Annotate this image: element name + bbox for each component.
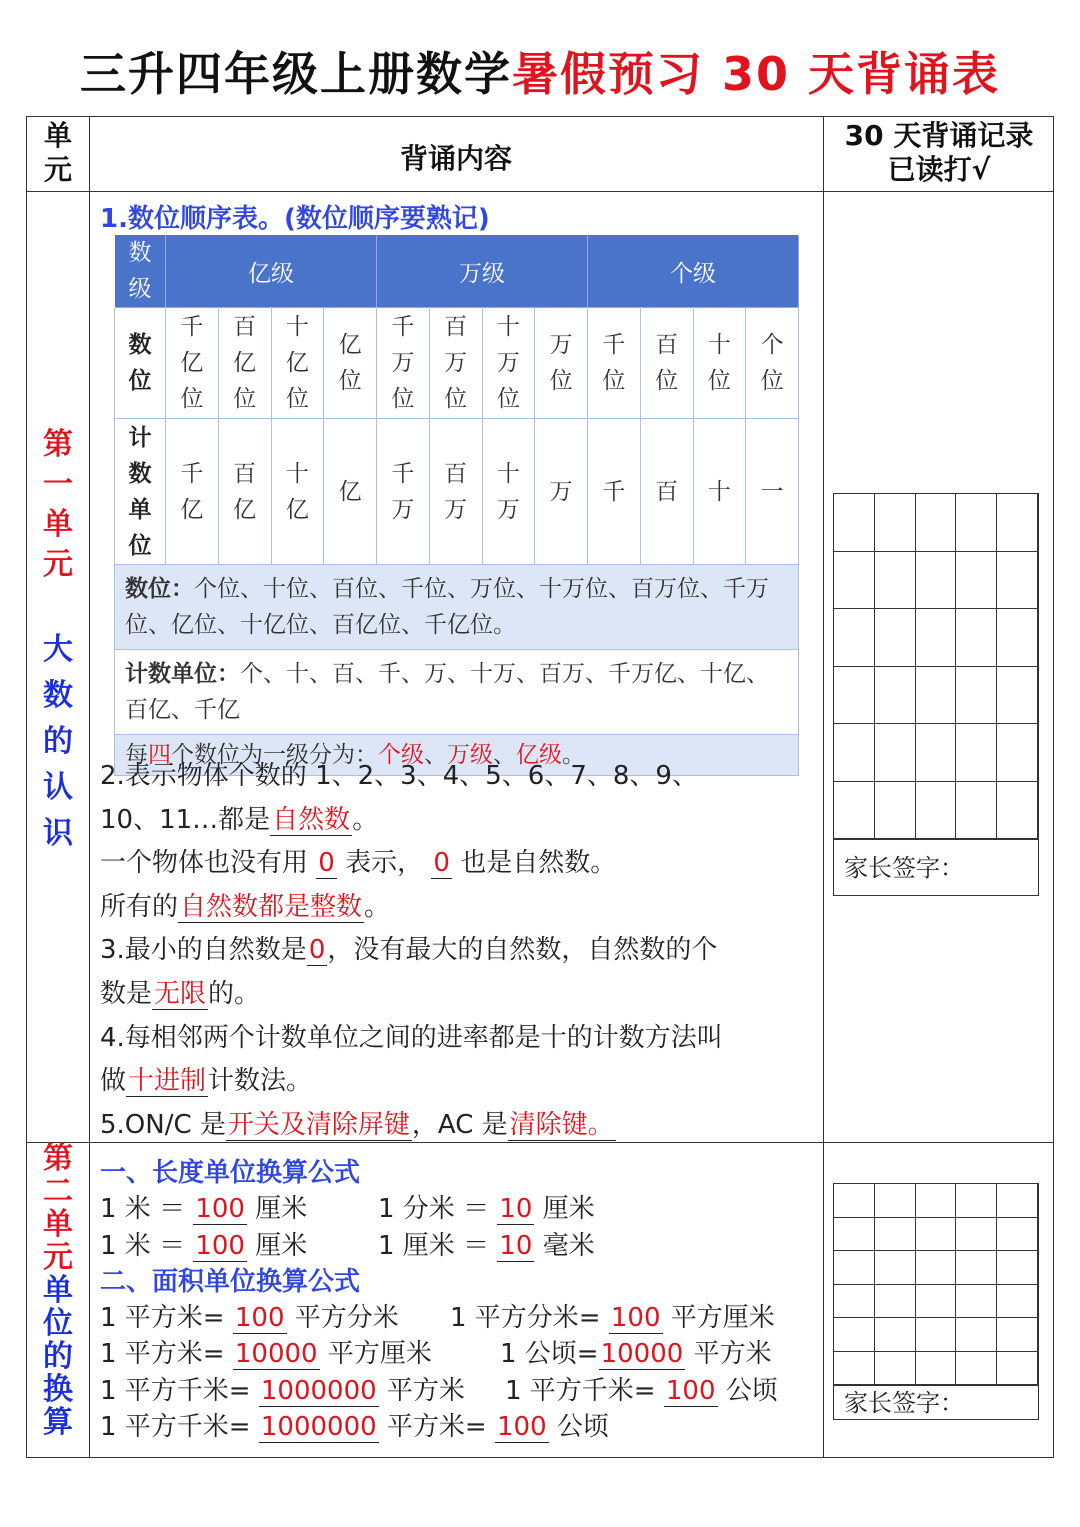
checkbox-cell[interactable]: [916, 724, 957, 782]
unit-cell: 十亿: [271, 419, 324, 565]
checkbox-cell[interactable]: [834, 609, 875, 667]
unit-cell: 万: [535, 419, 588, 565]
position-cell: 个位: [746, 308, 799, 419]
note-positions: 数位：个位、十位、百位、千位、万位、十万位、百万位、千万位、亿位、十亿位、百亿位、千亿位。: [115, 565, 799, 650]
parent-signature-unit1[interactable]: 家长签字：: [833, 838, 1039, 896]
checkbox-cell[interactable]: [916, 494, 957, 552]
checkbox-cell[interactable]: [916, 1251, 957, 1285]
checkbox-cell[interactable]: [875, 1184, 916, 1218]
checkbox-cell[interactable]: [875, 667, 916, 725]
header-unit: 单元: [43, 119, 72, 186]
unit-cell: 千: [588, 419, 641, 565]
checkbox-cell[interactable]: [997, 609, 1038, 667]
checkbox-cell[interactable]: [875, 609, 916, 667]
checkbox-cell[interactable]: [997, 667, 1038, 725]
checkbox-cell[interactable]: [916, 667, 957, 725]
unit-cell: 十: [693, 419, 746, 565]
checkbox-cell[interactable]: [997, 1184, 1038, 1218]
checkbox-cell[interactable]: [956, 609, 997, 667]
unit1-label: 第 一 单 元 大 数 的 认 识: [43, 427, 73, 851]
checkbox-cell[interactable]: [956, 1318, 997, 1352]
checkbox-cell[interactable]: [956, 782, 997, 840]
unit-cell: 千亿: [166, 419, 219, 565]
level-ge: 个级: [588, 235, 799, 308]
page-title: 三升四年级上册数学暑假预习 30 天背诵表: [79, 47, 1001, 101]
unit-cell: 亿: [324, 419, 377, 565]
checkbox-cell[interactable]: [834, 1218, 875, 1252]
checkbox-cell[interactable]: [916, 782, 957, 840]
checkbox-cell[interactable]: [875, 1352, 916, 1386]
position-cell: 千万位: [377, 308, 430, 419]
checkbox-cell[interactable]: [834, 1184, 875, 1218]
record-grid-unit1: [833, 493, 1039, 840]
checkbox-cell[interactable]: [875, 1285, 916, 1319]
checkbox-cell[interactable]: [956, 1218, 997, 1252]
place-value-table: 数级 亿级 万级 个级 数位 千亿位 百亿位 十亿位 亿位 千万位 百万位 十万位 万位 千位 百位 十位 个位 计数单位 千亿 百亿 十亿 亿 千万 百万 十万 万 千 百 十 一 数位：个位、十位、百位、千位、万位、十万位、百万位、千万位、亿位、十亿位、百亿位、千亿位。 计数单位：个、十、百、千、万、十万、百万、千万亿、十亿、百亿、千亿 每四个数位为一级分为：个级、万级、亿级。: [114, 234, 799, 776]
unit-cell: 百: [640, 419, 693, 565]
checkbox-cell[interactable]: [997, 1318, 1038, 1352]
position-cell: 十亿位: [271, 308, 324, 419]
checkbox-cell[interactable]: [997, 1218, 1038, 1252]
checkbox-cell[interactable]: [997, 1352, 1038, 1386]
position-cell: 十万位: [482, 308, 535, 419]
level-wan: 万级: [377, 235, 588, 308]
checkbox-cell[interactable]: [916, 1218, 957, 1252]
section1-title: 1.数位顺序表。(数位顺序要熟记): [100, 204, 490, 234]
unit2-label: 第 二 单 元 单 位 的 换 算: [43, 1141, 73, 1440]
parent-signature-unit2[interactable]: 家长签字：: [833, 1384, 1039, 1420]
checkbox-cell[interactable]: [834, 1352, 875, 1386]
checkbox-cell[interactable]: [916, 1285, 957, 1319]
position-cell: 亿位: [324, 308, 377, 419]
position-cell: 十位: [693, 308, 746, 419]
checkbox-cell[interactable]: [916, 1352, 957, 1386]
checkbox-cell[interactable]: [834, 1285, 875, 1319]
checkbox-cell[interactable]: [956, 494, 997, 552]
checkbox-cell[interactable]: [956, 552, 997, 610]
checkbox-cell[interactable]: [956, 1352, 997, 1386]
checkbox-cell[interactable]: [956, 667, 997, 725]
checkbox-cell[interactable]: [875, 724, 916, 782]
note-levels: 每四个数位为一级分为：个级、万级、亿级。: [115, 735, 799, 776]
record-grid-unit2: [833, 1183, 1039, 1386]
checkbox-cell[interactable]: [997, 1251, 1038, 1285]
unit-cell: 百万: [429, 419, 482, 565]
position-cell: 百万位: [429, 308, 482, 419]
position-cell: 百位: [640, 308, 693, 419]
checkbox-cell[interactable]: [956, 1251, 997, 1285]
checkbox-cell[interactable]: [875, 782, 916, 840]
position-cell: 万位: [535, 308, 588, 419]
unit-cell: 十万: [482, 419, 535, 565]
checkbox-cell[interactable]: [834, 1318, 875, 1352]
checkbox-cell[interactable]: [997, 494, 1038, 552]
unit-cell: 百亿: [218, 419, 271, 565]
checkbox-cell[interactable]: [997, 552, 1038, 610]
checkbox-cell[interactable]: [875, 494, 916, 552]
level-yi: 亿级: [166, 235, 377, 308]
checkbox-cell[interactable]: [956, 1184, 997, 1218]
checkbox-cell[interactable]: [916, 1318, 957, 1352]
checkbox-cell[interactable]: [997, 724, 1038, 782]
checkbox-cell[interactable]: [997, 1285, 1038, 1319]
checkbox-cell[interactable]: [956, 1285, 997, 1319]
position-cell: 千亿位: [166, 308, 219, 419]
checkbox-cell[interactable]: [916, 552, 957, 610]
position-cell: 百亿位: [218, 308, 271, 419]
checkbox-cell[interactable]: [834, 552, 875, 610]
checkbox-cell[interactable]: [997, 782, 1038, 840]
checkbox-cell[interactable]: [916, 609, 957, 667]
checkbox-cell[interactable]: [834, 667, 875, 725]
unit2-points: 一、长度单位换算公式 1 米 ＝ 100 厘米 1 分米 ＝ 10 厘米 1 米 ＝ 100 厘米 1 厘米 ＝ 10 毫米 二、面积单位换算公式 1 平方米= 100 平方分米 1 平方分米= 100 平方厘米 1 平方米= 10000 平方厘米 1 公顷=10000 平方米 1 平方千米= 1000000 平方米 1 平方千米= 100 公顷 1 平方千米= 1000000 平方米= 100 公顷: [100, 1158, 778, 1443]
position-cell: 千位: [588, 308, 641, 419]
note-units: 计数单位：个、十、百、千、万、十万、百万、千万亿、十亿、百亿、千亿: [115, 650, 799, 735]
checkbox-cell[interactable]: [916, 1184, 957, 1218]
checkbox-cell[interactable]: [875, 1318, 916, 1352]
header-content: 背诵内容: [399, 142, 512, 175]
checkbox-cell[interactable]: [875, 1218, 916, 1252]
unit1-points: 2.表示物体个数的 1、2、3、4、5、6、7、8、9、 10、11…都是自然数。 一个物体也没有用 0 表示， 0 也是自然数。 所有的自然数都是整数。 3.最小的自然数是0，没有最大的自然数，自然数的个 数是无限的。 4.每相邻两个计数单位之间的进率都是十的计数方法叫 做十进制计数法。 5.ON/C 是开关及清除屏键，AC 是清除键。: [100, 761, 723, 1140]
checkbox-cell[interactable]: [834, 724, 875, 782]
checkbox-cell[interactable]: [834, 1251, 875, 1285]
checkbox-cell[interactable]: [834, 782, 875, 840]
checkbox-cell[interactable]: [875, 552, 916, 610]
header-record: 30 天背诵记录 已读打√: [844, 119, 1034, 186]
unit-cell: 一: [746, 419, 799, 565]
checkbox-cell[interactable]: [956, 724, 997, 782]
checkbox-cell[interactable]: [875, 1251, 916, 1285]
unit-cell: 千万: [377, 419, 430, 565]
checkbox-cell[interactable]: [834, 494, 875, 552]
